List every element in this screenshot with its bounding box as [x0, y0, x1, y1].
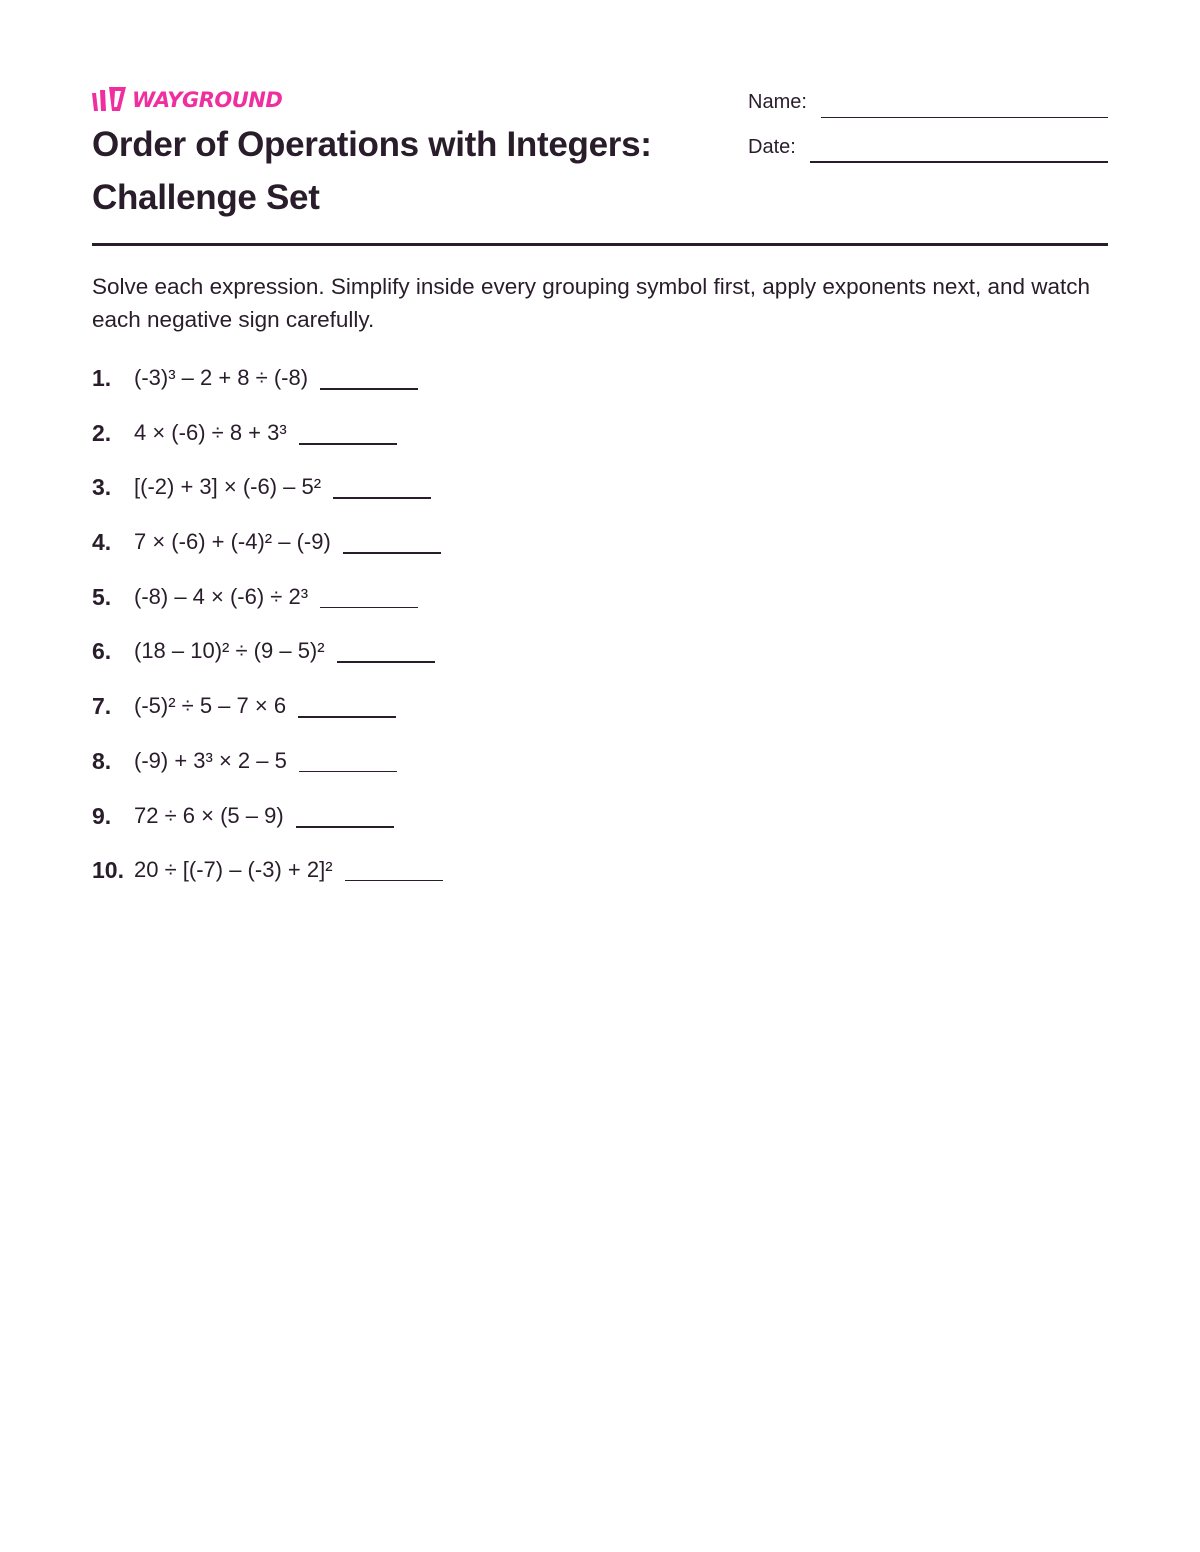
brand-name: WAYGROUND	[132, 88, 283, 112]
problem-expression: 4 × (-6) ÷ 8 + 3³	[134, 419, 287, 445]
answer-blank[interactable]	[343, 524, 441, 554]
problem-expression: (-8) – 4 × (-6) ÷ 2³	[134, 583, 309, 609]
wayground-logo-icon	[92, 87, 126, 113]
problem-list	[92, 360, 443, 907]
title-line-2: Challenge Set	[92, 178, 320, 217]
answer-blank[interactable]	[298, 688, 396, 718]
problem-item	[92, 798, 443, 853]
problem-expression: 7 × (-6) + (-4)² – (-9)	[134, 529, 331, 555]
problem-number: 6.	[92, 638, 112, 665]
problem-number: 10.	[92, 857, 124, 884]
problem-expression: (18 – 10)² ÷ (9 – 5)²	[134, 638, 325, 664]
answer-blank[interactable]	[296, 798, 394, 828]
problem-number: 1.	[92, 365, 112, 391]
problem-expression: 72 ÷ 6 × (5 – 9)	[134, 802, 284, 828]
instructions-text: Solve each expression. Simplify inside every grouping symbol first, apply exponents next, and watch each negative sign carefully.	[92, 274, 1091, 332]
date-blank-line[interactable]	[810, 135, 1108, 163]
answer-blank[interactable]	[337, 633, 435, 663]
answer-blank[interactable]	[320, 360, 418, 390]
problem-expression: (-9) + 3³ × 2 – 5	[134, 747, 287, 773]
problem-item	[92, 743, 443, 798]
problem-item	[92, 524, 443, 579]
brand-header	[92, 86, 282, 114]
header-divider	[92, 243, 1108, 246]
problem-number: 2.	[92, 419, 112, 446]
problem-expression: (-5)² ÷ 5 – 7 × 6	[134, 693, 287, 719]
answer-blank[interactable]	[299, 415, 397, 445]
problem-number: 7.	[92, 693, 112, 720]
page-title	[92, 118, 732, 224]
date-field	[748, 132, 1108, 160]
answer-blank[interactable]	[320, 579, 418, 608]
date-label: Date:	[748, 136, 796, 158]
problem-expression: (-3)³ – 2 + 8 ÷ (-8)	[134, 365, 309, 390]
problem-item	[92, 415, 443, 470]
problem-item	[92, 688, 443, 743]
name-field	[748, 88, 1108, 115]
problem-item	[92, 360, 443, 415]
name-blank-line[interactable]	[821, 91, 1108, 118]
answer-blank[interactable]	[345, 852, 443, 881]
problem-item	[92, 852, 443, 907]
problem-expression: 20 ÷ [(-7) – (-3) + 2]²	[134, 857, 333, 883]
problem-number: 3.	[92, 474, 112, 501]
problem-number: 4.	[92, 529, 112, 556]
problem-expression: [(-2) + 3] × (-6) – 5²	[134, 474, 322, 500]
problem-number: 9.	[92, 802, 112, 829]
problem-item	[92, 469, 443, 524]
problem-item	[92, 579, 443, 634]
problem-item	[92, 633, 443, 688]
answer-blank[interactable]	[299, 743, 397, 772]
problem-number: 8.	[92, 747, 112, 774]
answer-blank[interactable]	[333, 469, 431, 499]
problem-number: 5.	[92, 583, 112, 610]
title-line-1: Order of Operations with Integers:	[92, 125, 652, 164]
name-label: Name:	[748, 91, 807, 113]
